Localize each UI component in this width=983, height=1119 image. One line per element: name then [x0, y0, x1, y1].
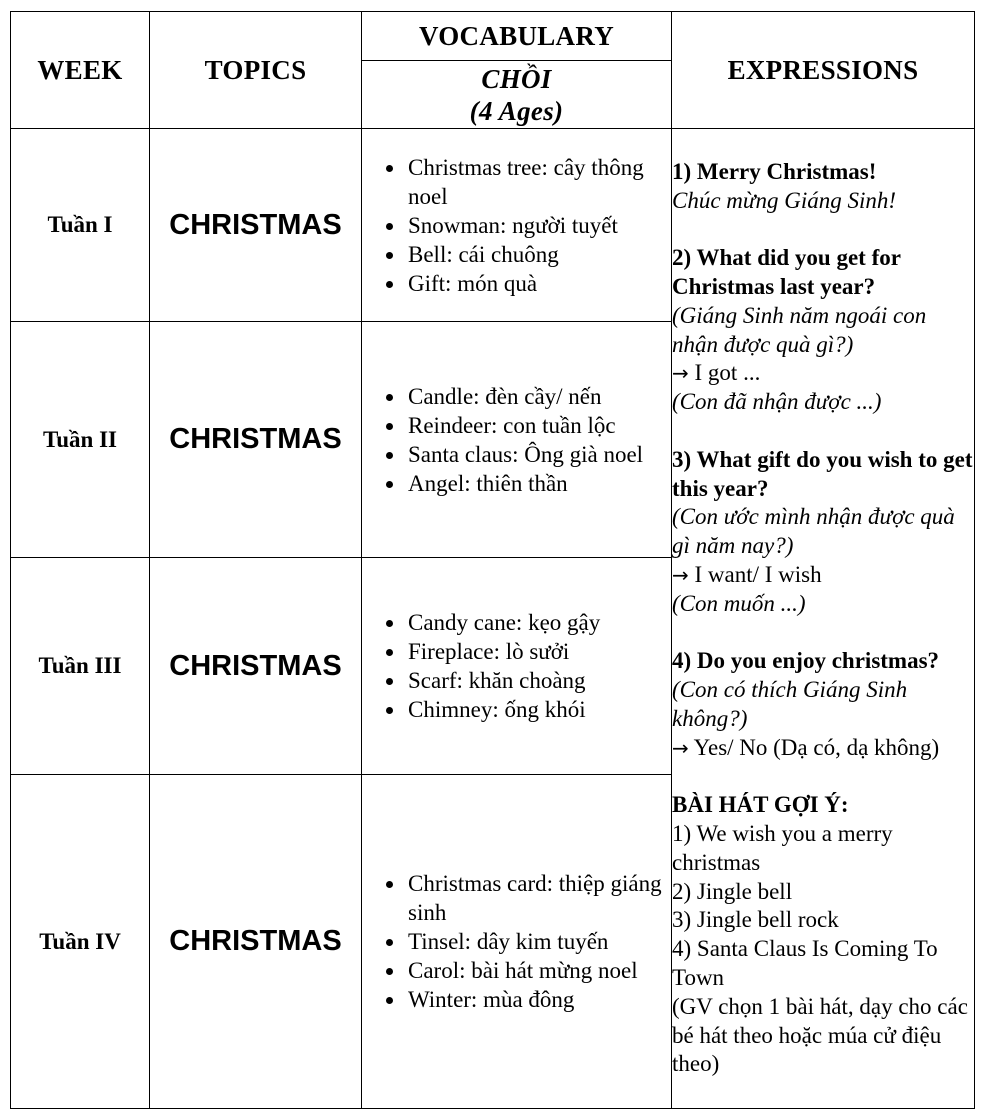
arrow-right-icon: →: [672, 361, 689, 386]
vocab-cell: [362, 775, 672, 1109]
expression-4-question: 4) Do you enjoy christmas?: [672, 648, 940, 674]
week-label: Tuần II: [11, 322, 150, 558]
song-item: 2) Jingle bell: [672, 878, 793, 904]
header-week: WEEK: [11, 12, 150, 129]
topic-label: CHRISTMAS: [150, 558, 362, 775]
vocab-item: • Chimney: ống khói: [406, 695, 663, 724]
vocab-item: • Santa claus: Ông già noel: [406, 440, 663, 469]
arrow-right-icon: →: [672, 735, 689, 760]
header-expressions: EXPRESSIONS: [672, 12, 975, 129]
expression-2-translation: (Giáng Sinh năm ngoái con nhận được quà gì?): [672, 302, 927, 357]
age-group-name: CHỒI: [481, 63, 552, 94]
vocab-item: • Bell: cái chuông: [406, 240, 663, 269]
vocab-item: • Candle: đèn cầy/ nến: [406, 382, 663, 411]
expression-3-question: 3) What gift do you wish to get this year?: [672, 446, 973, 501]
topic-label: CHRISTMAS: [150, 775, 362, 1109]
expression-4-translation: (Con có thích Giáng Sinh không?): [672, 677, 908, 731]
vocab-item: • Gift: món quà: [406, 269, 663, 298]
topic-label: CHRISTMAS: [150, 129, 362, 322]
vocab-item: • Reindeer: con tuần lộc: [406, 411, 663, 440]
expression-1-translation: Chúc mừng Giáng Sinh!: [672, 187, 897, 213]
vocab-item: • Scarf: khăn choàng: [406, 666, 663, 695]
expression-2-question: 2) What did you get for Christmas last year?: [672, 245, 901, 299]
vocab-item: • Angel: thiên thần: [406, 469, 663, 498]
expression-3-answer: → I want/ I wish: [672, 561, 822, 587]
header-age-group: [362, 61, 672, 129]
vocab-item: • Christmas tree: cây thông noel: [406, 153, 663, 211]
songs-note: (GV chọn 1 bài hát, dạy cho các bé hát theo hoặc múa cử điệu theo): [672, 993, 968, 1077]
vocab-cell: [362, 322, 672, 558]
table-row: [11, 129, 975, 322]
expression-2-answer-translation: (Con đã nhận được ...): [672, 389, 882, 415]
age-group-ages: (4 Ages): [469, 95, 564, 126]
vocab-cell: [362, 129, 672, 322]
expressions-cell: [672, 129, 975, 1109]
expression-3-answer-translation: (Con muốn ...): [672, 590, 806, 616]
vocab-item: • Fireplace: lò sưởi: [406, 637, 663, 666]
header-vocabulary: VOCABULARY: [362, 12, 672, 61]
expression-3-translation: (Con ước mình nhận được quà gì năm nay?): [672, 504, 955, 559]
expression-1-question: 1) Merry Christmas!: [672, 158, 877, 184]
vocab-item: • Winter: mùa đông: [406, 985, 663, 1014]
week-label: Tuần III: [11, 558, 150, 775]
expression-4-answer: → Yes/ No (Dạ có, dạ không): [672, 734, 940, 760]
vocab-item: • Snowman: người tuyết: [406, 211, 663, 240]
topic-label: CHRISTMAS: [150, 322, 362, 558]
week-label: Tuần IV: [11, 775, 150, 1109]
arrow-right-icon: →: [672, 562, 689, 587]
lesson-plan-table: [10, 11, 975, 1109]
song-item: 3) Jingle bell rock: [672, 907, 839, 933]
vocab-item: • Carol: bài hát mừng noel: [406, 956, 663, 985]
songs-title: BÀI HÁT GỢI Ý:: [672, 792, 849, 818]
vocab-item: • Tinsel: dây kim tuyến: [406, 927, 663, 956]
header-topics: TOPICS: [150, 12, 362, 129]
vocab-cell: [362, 558, 672, 775]
song-item: 1) We wish you a merry christmas: [672, 821, 893, 875]
expression-2-answer: → I got ...: [672, 360, 761, 386]
vocab-item: • Christmas card: thiệp giáng sinh: [406, 869, 663, 927]
song-item: 4) Santa Claus Is Coming To Town: [672, 936, 938, 991]
vocab-item: • Candy cane: kẹo gậy: [406, 608, 663, 637]
week-label: Tuần I: [11, 129, 150, 322]
